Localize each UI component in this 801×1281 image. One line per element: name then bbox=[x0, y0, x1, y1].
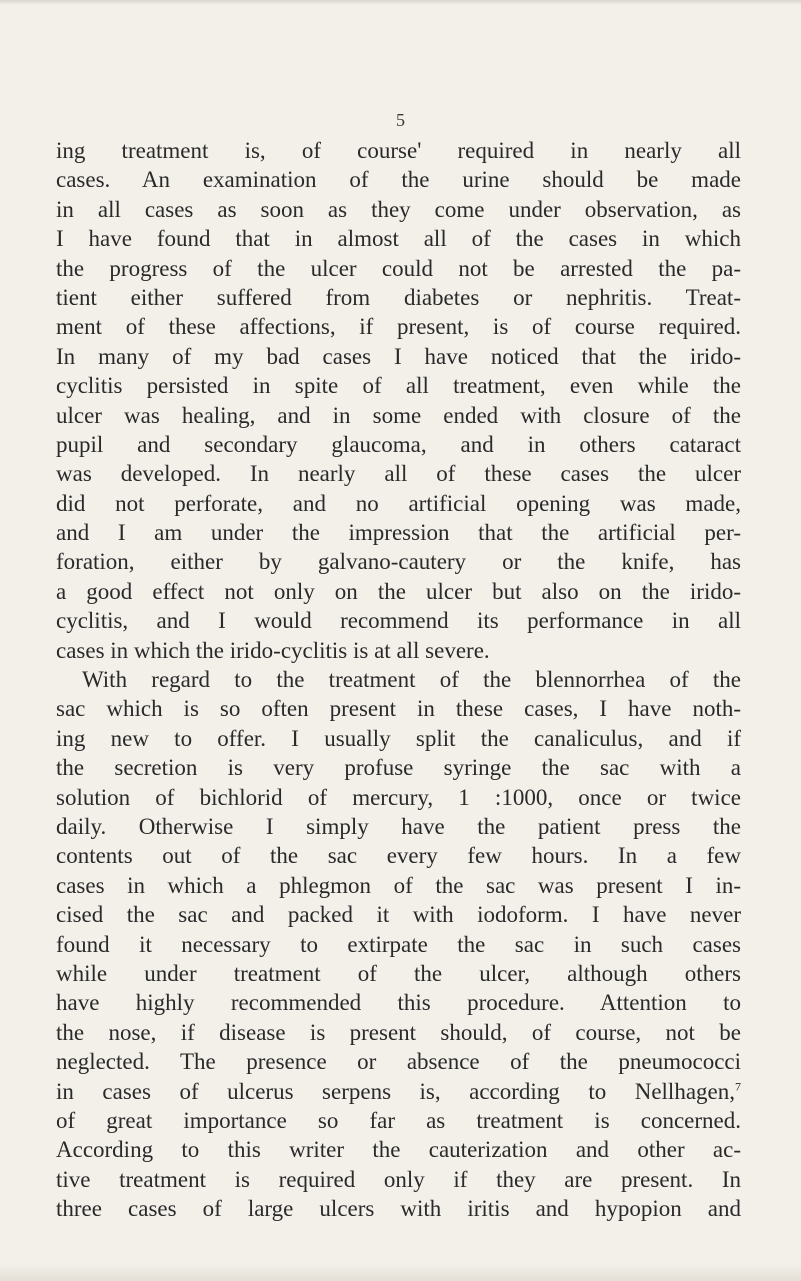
text-line: daily. Otherwise I simply have the patient press the bbox=[56, 813, 741, 839]
text-line: three cases of large ulcers with iritis and hypopion and bbox=[56, 1196, 741, 1222]
text-line: cyclitis, and I would recommend its performance in all bbox=[56, 608, 741, 634]
text-line: cyclitis persisted in spite of all treatment, even while the bbox=[56, 373, 741, 399]
text-line: was developed. In nearly all of these cases the ulcer bbox=[56, 461, 741, 487]
text-line: solution of bichlorid of mercury, 1 :1000, once or twice bbox=[56, 784, 741, 810]
text-line: With regard to the treatment of the blennorrhea of the bbox=[82, 667, 741, 693]
reference-line-text: in cases of ulcerus serpens is, according to Nellhagen, bbox=[56, 1078, 735, 1104]
text-line: foration, either by galvano-cautery or the knife, has bbox=[56, 549, 741, 575]
text-line: neglected. The presence or absence of the pneumococci bbox=[56, 1049, 741, 1075]
page-top-edge bbox=[0, 0, 801, 5]
text-line: ulcer was healing, and in some ended with closure of the bbox=[56, 402, 741, 428]
page-bottom-edge bbox=[0, 1263, 801, 1281]
text-line: In many of my bad cases I have noticed that the irido- bbox=[56, 343, 741, 369]
text-line: contents out of the sac every few hours. In a few bbox=[56, 843, 741, 869]
text-line: ing treatment is, of course' required in nearly all bbox=[56, 138, 741, 163]
paragraph-1 bbox=[56, 136, 741, 665]
text-line: ment of these affections, if present, is of course required. bbox=[56, 314, 741, 340]
text-line: the secretion is very profuse syringe the sac with a bbox=[56, 755, 741, 781]
text-line: found it necessary to extirpate the sac in such cases bbox=[56, 931, 741, 957]
text-line: a good effect not only on the ulcer but also on the irido- bbox=[56, 578, 741, 604]
text-line: the progress of the ulcer could not be arrested the pa- bbox=[56, 255, 741, 281]
page-number: 5 bbox=[396, 110, 405, 130]
text-line: cised the sac and packed it with iodoform. I have never bbox=[56, 902, 741, 928]
text-line: in all cases as soon as they come under observation, as bbox=[56, 196, 741, 222]
text-line: while under treatment of the ulcer, although others bbox=[56, 960, 741, 986]
text-line: have highly recommended this procedure. Attention to bbox=[56, 990, 741, 1016]
text-line: tive treatment is required only if they are present. In bbox=[56, 1166, 741, 1192]
text-line: did not perforate, and no artificial opening was made, bbox=[56, 490, 741, 516]
paragraph-2 bbox=[56, 665, 741, 1223]
text-line: cases in which the irido-cyclitis is at all severe. bbox=[56, 637, 490, 663]
body-text bbox=[56, 136, 741, 1223]
text-line: tient either suffered from diabetes or nephritis. Treat- bbox=[56, 284, 741, 310]
text-line: According to this writer the cauterization and other ac- bbox=[56, 1137, 741, 1163]
text-line: cases in which a phlegmon of the sac was present I in- bbox=[56, 872, 741, 898]
text-line: of great importance so far as treatment is concerned. bbox=[56, 1107, 741, 1133]
text-line: cases. An examination of the urine should be made bbox=[56, 167, 741, 193]
text-line: sac which is so often present in these cases, I have noth- bbox=[56, 696, 741, 722]
text-line: I have found that in almost all of the cases in which bbox=[56, 226, 741, 252]
text-line-with-reference bbox=[56, 1077, 741, 1106]
text-line: pupil and secondary glaucoma, and in others cataract bbox=[56, 431, 741, 457]
footnote-reference: 7 bbox=[735, 1078, 741, 1093]
text-line: and I am under the impression that the artificial per- bbox=[56, 520, 741, 546]
text-line: the nose, if disease is present should, of course, not be bbox=[56, 1019, 741, 1045]
text-line: ing new to offer. I usually split the canaliculus, and if bbox=[56, 725, 741, 751]
